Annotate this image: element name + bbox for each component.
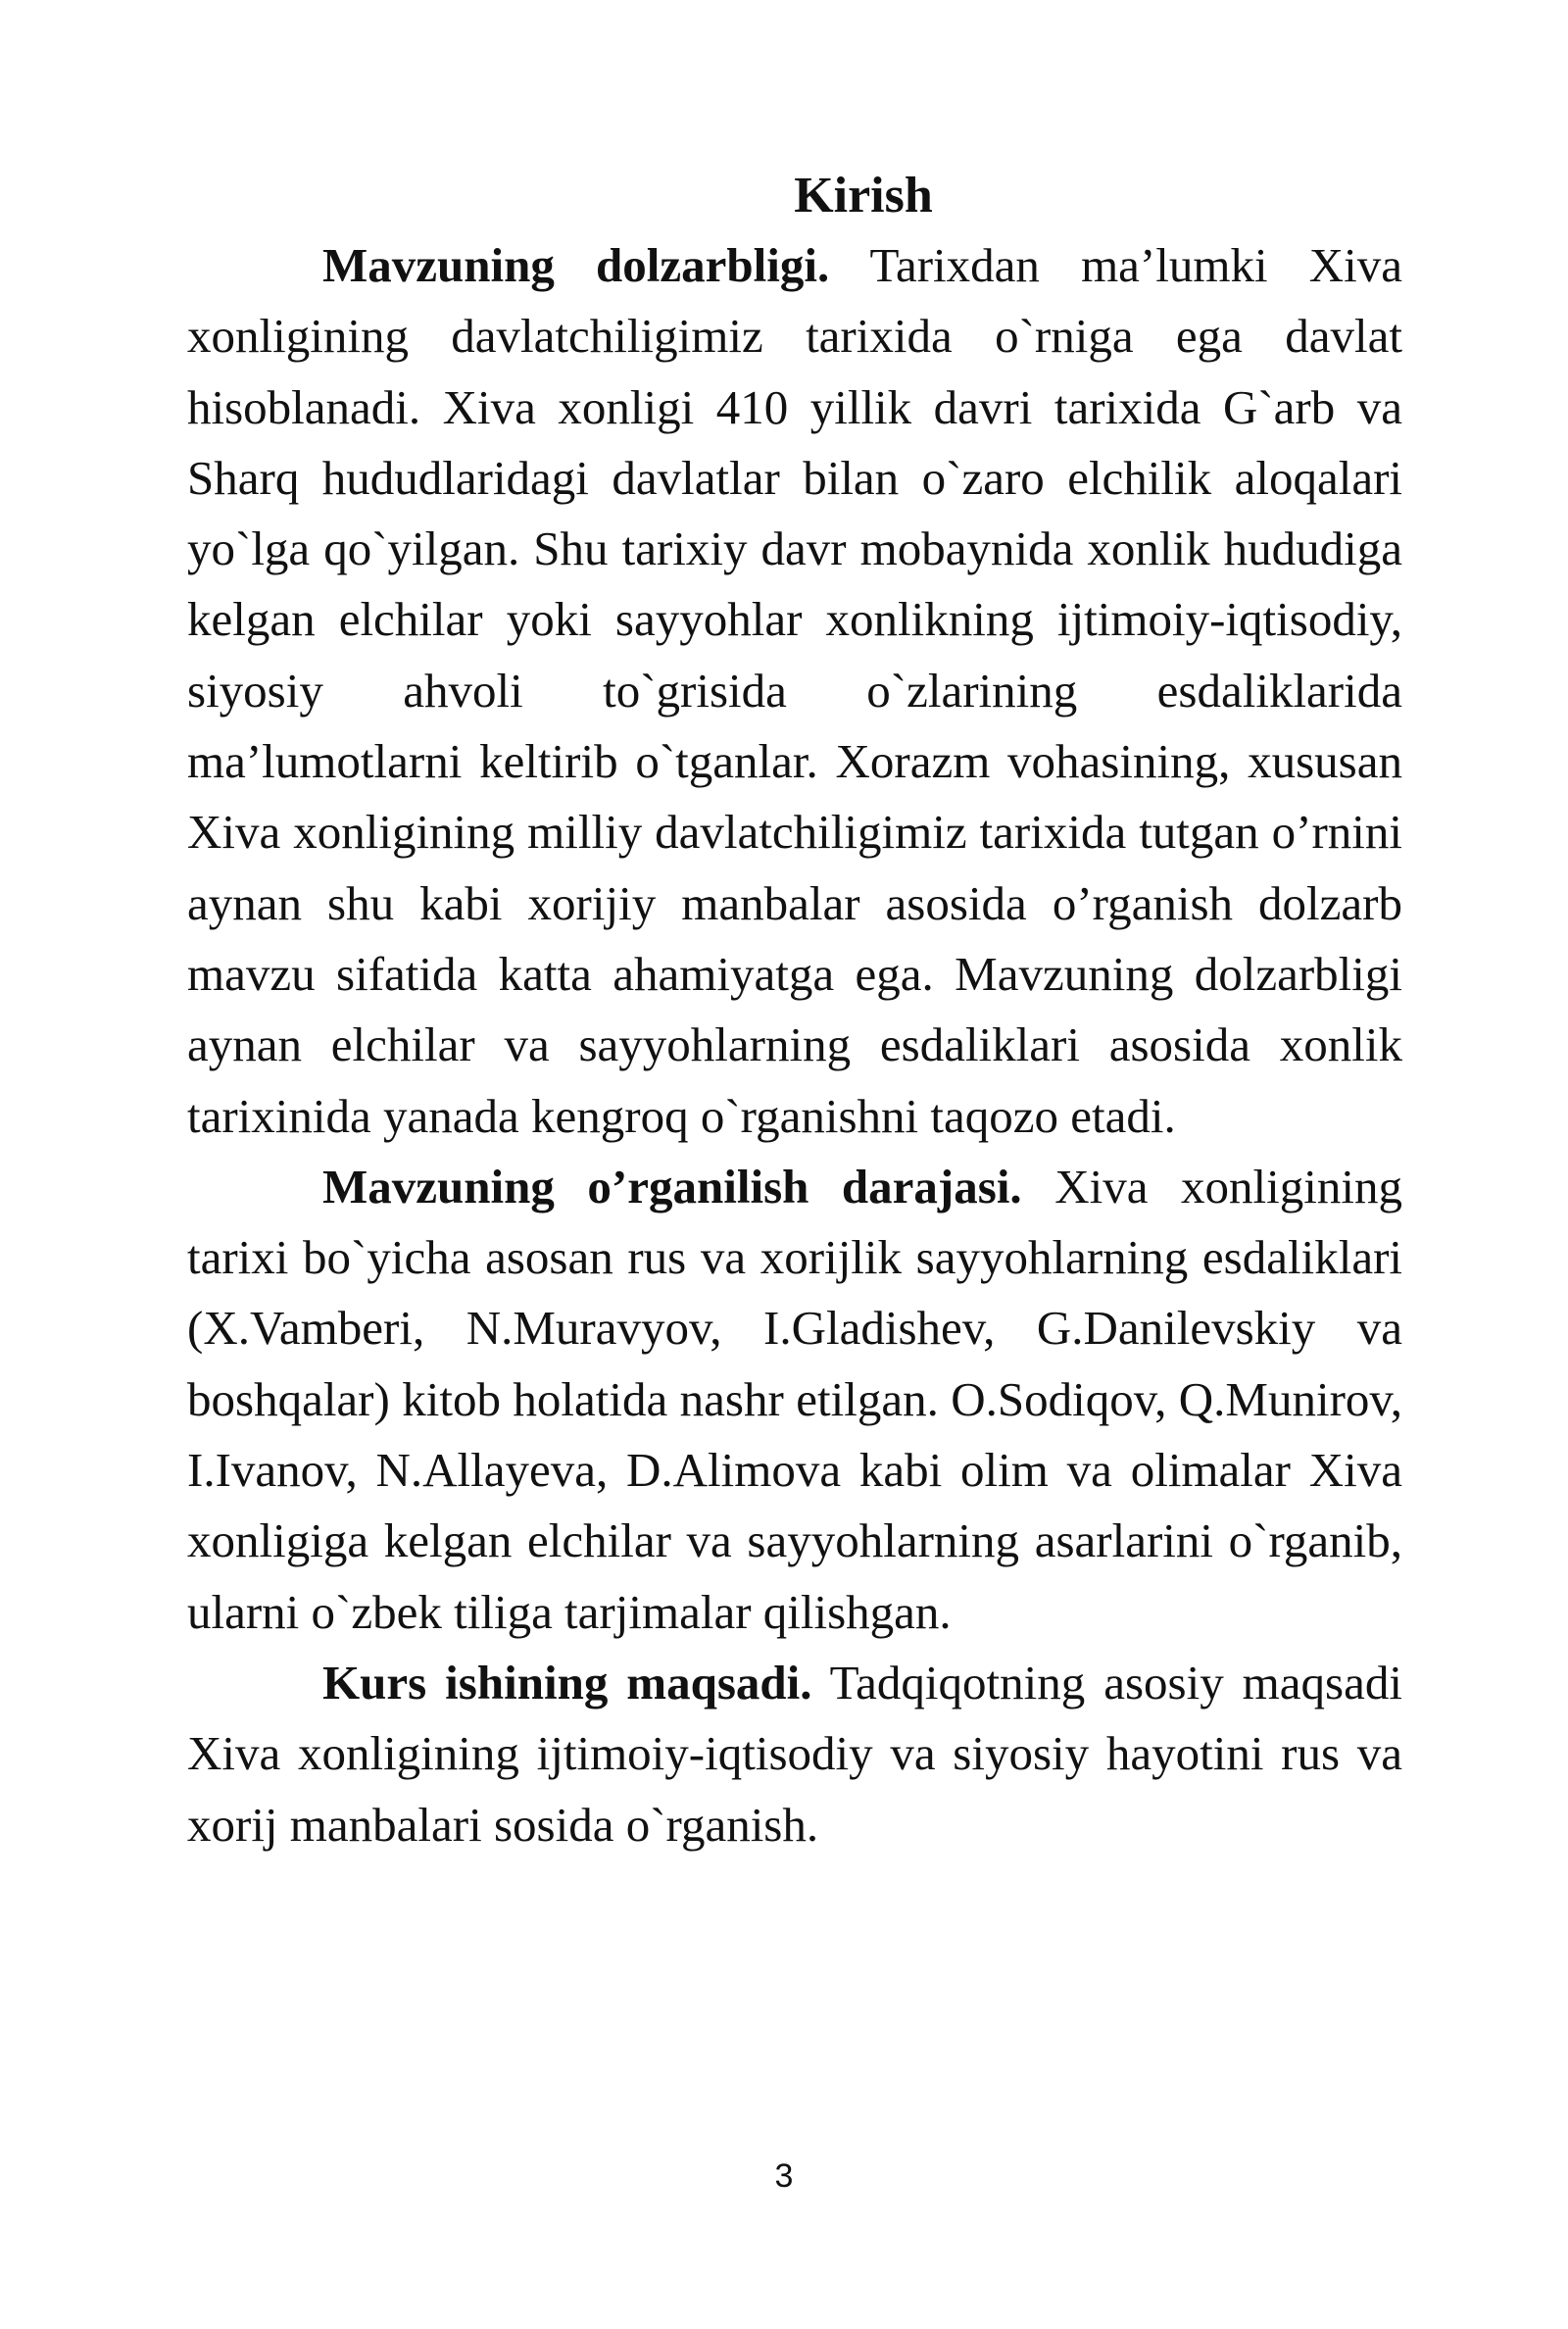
paragraph-relevance [187, 230, 1402, 1152]
paragraph-heading: Mavzuning dolzarbligi. [322, 238, 830, 292]
paragraph-goal [187, 1648, 1402, 1860]
page-number: 3 [774, 2157, 794, 2195]
paragraph-heading: Kurs ishining maqsadi. [322, 1655, 812, 1710]
paragraph-text: Xiva xonligining tarixi bo`yicha asosan rus va xorijlik sayyohlarning esdaliklari (X.Vamberi, N.Muravyov, I.Gladishev, G.Danilevskiy va boshqalar) kitob holatida nashr etilgan. O.Sodiqov, Q.Munirov, I.Ivanov, N.Allayeva, D.Alimova kabi olim va olimalar Xiva xonligiga kelgan elchilar va sayyohlarning asarlarini o`rganib, ularni o`zbek tiliga tarjimalar qilishgan. [187, 1159, 1402, 1639]
paragraph-text: Tadqiqotning asosiy maqsadi Xiva xonligining ijtimoiy-iqtisodiy va siyosiy hayotini rus va xorij manbalari sosida o`rganish. [187, 1655, 1402, 1852]
paragraph-research-level [187, 1152, 1402, 1648]
paragraph-heading: Mavzuning o’rganilish darajasi. [322, 1159, 1022, 1214]
paragraph-text: Tarixdan ma’lumki Xiva xonligining davlatchiligimiz tarixida o`rniga ega davlat hisoblanadi. Xiva xonligi 410 yillik davri tarixida G`arb va Sharq hududlaridagi davlatlar bilan o`zaro elchilik aloqalari yo`lga qo`yilgan. Shu tarixiy davr mobaynida xonlik hududiga kelgan elchilar yoki sayyohlar xonlikning ijtimoiy-iqtisodiy, siyosiy ahvoli to`grisida o`zlarining esdaliklarida ma’lumotlarni keltirib o`tganlar. Xorazm vohasining, xususan Xiva xonligining milliy davlatchiligimiz tarixida tutgan o’rnini aynan shu kabi xorijiy manbalar asosida o’rganish dolzarb mavzu sifatida katta ahamiyatga ega. Mavzuning dolzarbligi aynan elchilar va sayyohlarning esdaliklari asosida xonlik tarixinida yanada kengroq o`rganishni taqozo etadi. [187, 238, 1402, 1143]
page-content [187, 162, 1402, 1860]
page-title: Kirish [794, 168, 933, 223]
